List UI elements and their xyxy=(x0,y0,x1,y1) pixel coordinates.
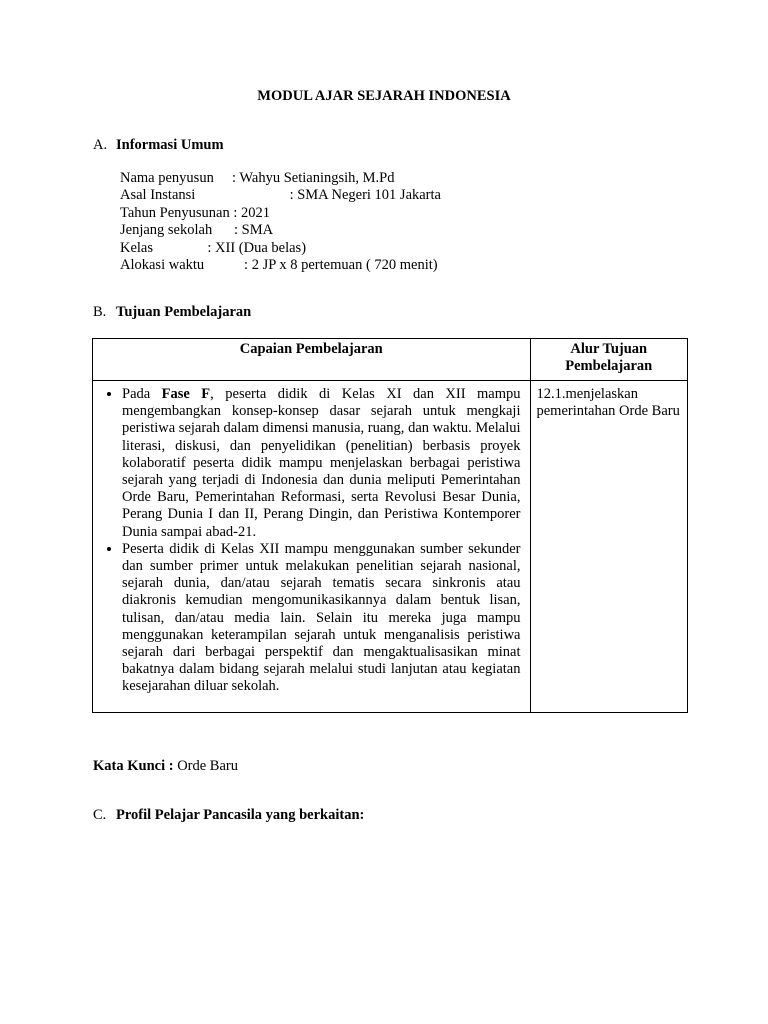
header-capaian: Capaian Pembelajaran xyxy=(93,339,531,381)
info-label: Alokasi waktu xyxy=(120,257,205,274)
info-row-nama xyxy=(120,170,441,187)
kata-kunci xyxy=(93,758,238,775)
section-c-title: Profil Pelajar Pancasila yang berkaitan: xyxy=(116,807,365,823)
info-sep: : xyxy=(153,239,216,256)
info-sep: : xyxy=(204,257,252,274)
section-a-letter: A. xyxy=(93,137,108,153)
info-value: SMA xyxy=(241,222,274,239)
info-row-kelas xyxy=(120,240,441,257)
info-value: 2021 xyxy=(241,204,271,221)
section-c-heading xyxy=(93,807,364,824)
info-sep: : xyxy=(213,170,240,186)
table-row xyxy=(93,381,688,713)
info-row-alokasi xyxy=(120,257,441,274)
info-label: Jenjang sekolah xyxy=(120,222,213,239)
info-label: Nama penyusun xyxy=(120,170,214,186)
info-label: Asal Instansi xyxy=(120,187,196,204)
info-label: Tahun Penyusunan xyxy=(120,204,230,221)
capaian-cell xyxy=(93,381,531,713)
capaian-1-rest: , peserta didik di Kelas XI dan XII mampu mengembangkan konsep-konsep dasar sejarah untuk mengkaji peristiwa sejarah dalam dimensi manusia, ruang, dan waktu. Melalui literasi, diskusi, dan penyelidikan (penelitian) berbasis proyek kolaboratif peserta didik mampu menjelaskan berbagai peristiwa sejarah yang terjadi di Indonesia dan dunia meliputi Pemerintahan Orde Baru, Pemerintahan Reformasi, serta Revolusi Besar Dunia, Perang Dunia I dan II, Perang Dingin, dan Peristiwa Kontemporer Dunia sampai abad-21. xyxy=(122,386,521,540)
info-label: Kelas xyxy=(120,239,154,256)
section-c-letter: C. xyxy=(93,807,107,823)
info-value: XII (Dua belas) xyxy=(215,239,307,256)
section-b-heading xyxy=(93,304,251,321)
table-header-row xyxy=(93,339,688,381)
section-a-title: Informasi Umum xyxy=(116,137,224,153)
info-value: Wahyu Setianingsih, M.Pd xyxy=(239,170,395,186)
section-b-letter: B. xyxy=(93,304,107,320)
capaian-item-2 xyxy=(122,541,521,696)
info-sep: : xyxy=(229,204,242,221)
header-alur: Alur Tujuan Pembelajaran xyxy=(530,339,688,381)
capaian-1-prefix: Pada xyxy=(122,386,162,402)
capaian-list xyxy=(97,386,521,696)
alur-cell: 12.1.menjelaskan pemerintahan Orde Baru xyxy=(530,381,688,713)
capaian-item-1 xyxy=(122,386,521,541)
document-title: MODUL AJAR SEJARAH INDONESIA xyxy=(257,88,511,104)
kata-kunci-label: Kata Kunci : xyxy=(93,758,174,774)
info-row-instansi xyxy=(120,187,441,204)
capaian-1-bold: Fase F xyxy=(161,386,211,402)
info-value: SMA Negeri 101 Jakarta xyxy=(297,187,441,204)
tujuan-table xyxy=(92,338,688,713)
section-b-title: Tujuan Pembelajaran xyxy=(116,304,252,320)
section-a-heading xyxy=(93,137,224,154)
info-sep: : xyxy=(212,222,242,239)
kata-kunci-value: Orde Baru xyxy=(173,758,238,774)
info-row-tahun xyxy=(120,205,441,222)
info-sep: : xyxy=(195,187,298,204)
info-block xyxy=(120,170,441,274)
capaian-2-text: Peserta didik di Kelas XII mampu menggunakan sumber sekunder dan sumber primer untuk melakukan penelitian sejarah nasional, sejarah dunia, dan/atau sejarah tematis secara sinkronis atau diakronis kemudian mengomunikasikannya dalam bentuk lisan, tulisan, dan/atau media lain. Selain itu mereka juga mampu menggunakan keterampilan sejarah untuk menganalisis peristiwa sejarah dari berbagai perspektif dan mengaktualisasikan minat bakatnya dalam bidang sejarah melalui studi lanjutan atau kegiatan kesejarahan diluar sekolah. xyxy=(122,540,521,695)
info-value: 2 JP x 8 pertemuan ( 720 menit) xyxy=(251,257,438,274)
info-row-jenjang xyxy=(120,222,441,239)
